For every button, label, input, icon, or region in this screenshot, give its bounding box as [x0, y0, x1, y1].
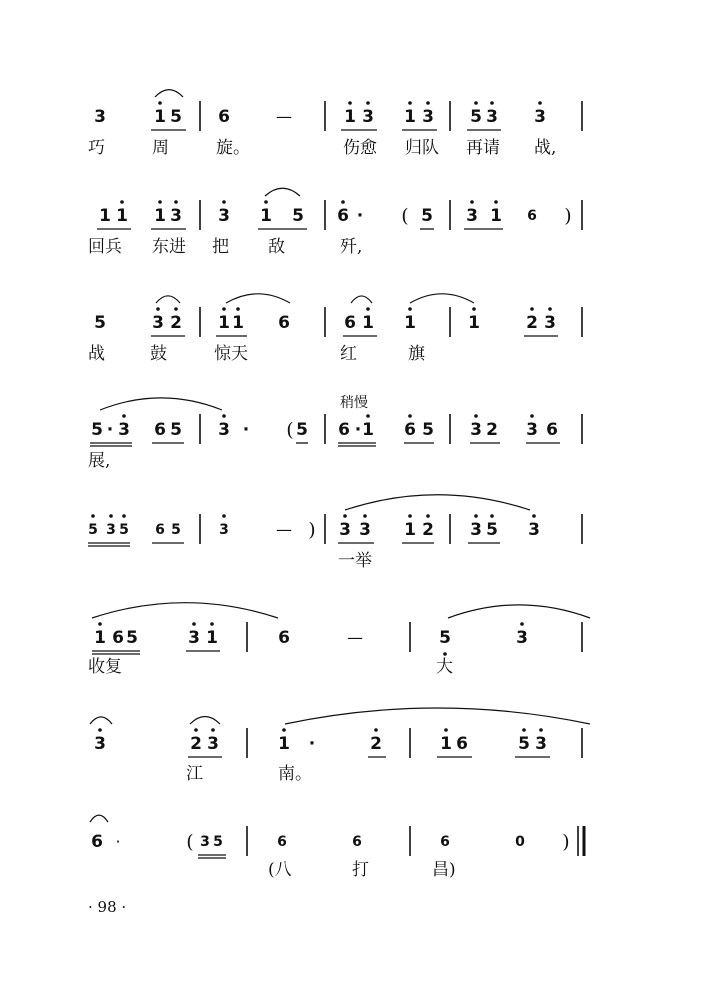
slur-arc	[285, 708, 590, 724]
slur-arc	[351, 296, 372, 303]
note: ·	[356, 206, 364, 226]
note: ·	[242, 420, 250, 440]
octave-dot	[490, 514, 494, 518]
octave-dot	[474, 414, 478, 418]
octave-dot	[366, 307, 370, 311]
slur-arc	[156, 296, 180, 303]
lyric: 伤愈	[343, 138, 377, 158]
note: 1	[404, 313, 416, 333]
octave-dot	[538, 101, 542, 105]
octave-dot	[222, 200, 226, 204]
note: 6	[91, 832, 103, 852]
note: 5	[94, 313, 106, 333]
note: 1	[362, 313, 374, 333]
note: 6	[112, 628, 124, 648]
note: 1	[278, 734, 290, 754]
note: 6	[456, 734, 468, 754]
octave-dot	[474, 101, 478, 105]
octave-dot	[158, 101, 162, 105]
octave-dot	[348, 101, 352, 105]
lyric: 收复	[88, 657, 122, 677]
note: 1	[154, 206, 166, 226]
octave-dot	[548, 307, 552, 311]
octave-dot	[156, 307, 160, 311]
octave-dot	[222, 514, 226, 518]
octave-dot	[98, 622, 102, 626]
octave-dot	[236, 307, 240, 311]
note: 6	[344, 313, 356, 333]
note: ·	[106, 420, 114, 440]
note: 5	[213, 834, 223, 850]
note: 3	[152, 313, 164, 333]
note: 6	[278, 313, 290, 333]
octave-dot	[426, 101, 430, 105]
note: 3	[200, 834, 210, 850]
lyric: 南。	[278, 764, 312, 784]
note: ·	[115, 832, 121, 851]
note: 3	[422, 107, 434, 127]
note: 2	[422, 520, 434, 540]
slur-arc	[155, 90, 183, 97]
note: 3	[516, 628, 528, 648]
octave-dot	[490, 101, 494, 105]
note: 3	[94, 734, 106, 754]
octave-dot	[374, 728, 378, 732]
slur-arc	[448, 605, 590, 618]
lyric: 再请	[466, 138, 500, 158]
note: 6	[155, 522, 165, 538]
octave-dot	[366, 414, 370, 418]
octave-dot	[539, 728, 543, 732]
slur-arc	[410, 294, 474, 303]
lyric: 歼,	[340, 237, 363, 257]
note: 1	[99, 206, 111, 226]
note: 6	[154, 420, 166, 440]
octave-dot	[211, 728, 215, 732]
note: 3	[526, 420, 538, 440]
octave-dot	[474, 514, 478, 518]
lyric: 展,	[88, 451, 111, 471]
note: 3	[359, 520, 371, 540]
lyric: 旋。	[216, 138, 250, 158]
note: 6	[440, 834, 450, 850]
sustain-dash: —	[276, 520, 292, 539]
lyric: 红	[340, 344, 357, 364]
note: 5	[292, 206, 304, 226]
lyric: 一举	[338, 551, 372, 571]
note: 5	[422, 420, 434, 440]
sustain-dash: —	[276, 107, 292, 126]
note: ·	[354, 420, 362, 440]
note: 2	[170, 313, 182, 333]
octave-dot	[530, 414, 534, 418]
note: 6	[278, 628, 290, 648]
note: 5	[170, 107, 182, 127]
slur-arc	[92, 603, 278, 618]
octave-dot	[366, 101, 370, 105]
note: 3	[470, 420, 482, 440]
note: 5	[88, 522, 98, 538]
lyric: 巧	[88, 138, 105, 158]
octave-dot	[494, 200, 498, 204]
octave-dot	[194, 728, 198, 732]
note: 5	[171, 522, 181, 538]
note: 3	[207, 734, 219, 754]
lyric: 东进	[152, 237, 186, 257]
note: 2	[526, 313, 538, 333]
note: 1	[468, 313, 480, 333]
note: 6	[337, 206, 349, 226]
lyric: 归队	[405, 138, 439, 158]
octave-dot	[98, 728, 102, 732]
octave-dot	[120, 200, 124, 204]
lyric: 战	[88, 344, 105, 364]
octave-dot	[264, 200, 268, 204]
octave-dot	[158, 200, 162, 204]
octave-dot	[91, 514, 95, 518]
note: 5	[119, 522, 129, 538]
page-number: · 98 ·	[88, 898, 127, 916]
note: 1	[440, 734, 452, 754]
note: 5	[126, 628, 138, 648]
bracket-mark: )	[564, 205, 572, 227]
note: 3	[170, 206, 182, 226]
octave-dot	[520, 622, 524, 626]
note: 1	[232, 313, 244, 333]
slur-arc	[90, 717, 112, 724]
note: 5	[470, 107, 482, 127]
lyric: 江	[186, 764, 203, 784]
lyric: 旗	[408, 344, 425, 364]
bracket-mark: (	[186, 831, 194, 853]
note: 3	[118, 420, 130, 440]
note: 3	[188, 628, 200, 648]
note: 6	[527, 208, 537, 224]
note: 3	[339, 520, 351, 540]
lyric: 打	[352, 860, 369, 880]
note: 3	[534, 107, 546, 127]
octave-dot	[408, 514, 412, 518]
octave-dot	[522, 728, 526, 732]
note: 3	[528, 520, 540, 540]
octave-dot	[470, 200, 474, 204]
octave-dot	[363, 514, 367, 518]
lyric: 周	[152, 138, 169, 158]
note: 6	[404, 420, 416, 440]
lyric: 昌)	[432, 860, 456, 880]
slur-arc	[265, 188, 300, 196]
octave-dot	[109, 514, 113, 518]
octave-dot	[408, 414, 412, 418]
note: 5	[296, 420, 308, 440]
note: ·	[308, 734, 316, 754]
lyric: (八	[268, 860, 292, 880]
tempo-direction: 稍慢	[340, 395, 368, 411]
lyric: 鼓	[150, 344, 167, 364]
note: 6	[338, 420, 350, 440]
note: 2	[486, 420, 498, 440]
note: 1	[94, 628, 106, 648]
lyric: 战,	[534, 138, 557, 158]
note: 2	[190, 734, 202, 754]
note: 5	[518, 734, 530, 754]
note: 3	[106, 522, 116, 538]
octave-dot	[210, 622, 214, 626]
lyric: 大	[436, 657, 453, 677]
note: 3	[218, 420, 230, 440]
octave-dot	[282, 728, 286, 732]
bracket-mark: (	[286, 419, 294, 441]
note: 1	[404, 520, 416, 540]
note: 5	[421, 206, 433, 226]
note: 1	[344, 107, 356, 127]
note: 0	[515, 834, 525, 850]
note: 5	[486, 520, 498, 540]
note: 1	[490, 206, 502, 226]
slur-arc	[190, 717, 220, 725]
octave-dot	[122, 414, 126, 418]
slur-arc	[345, 495, 530, 510]
note: 3	[362, 107, 374, 127]
note: 1	[116, 206, 128, 226]
octave-dot	[174, 200, 178, 204]
note: 3	[466, 206, 478, 226]
octave-dot	[532, 514, 536, 518]
note: 5	[91, 420, 103, 440]
lyric: 惊天	[214, 344, 248, 364]
octave-dot	[192, 622, 196, 626]
note: 1	[404, 107, 416, 127]
bracket-mark: )	[562, 831, 570, 853]
note: 3	[470, 520, 482, 540]
note: 6	[218, 107, 230, 127]
note: 5	[170, 420, 182, 440]
octave-dot	[122, 514, 126, 518]
sustain-dash: —	[347, 628, 363, 647]
note: 1	[154, 107, 166, 127]
note: 3	[486, 107, 498, 127]
note: 3	[219, 522, 229, 538]
note: 5	[439, 628, 451, 648]
octave-dot	[426, 514, 430, 518]
note: 3	[544, 313, 556, 333]
lyric: 敌	[268, 237, 285, 257]
note: 3	[94, 107, 106, 127]
octave-dot	[444, 728, 448, 732]
octave-dot	[341, 200, 345, 204]
octave-dot-low	[443, 652, 447, 656]
note: 3	[535, 734, 547, 754]
lyric: 回兵	[88, 237, 122, 257]
note: 1	[260, 206, 272, 226]
slur-arc	[90, 815, 108, 822]
note: 6	[546, 420, 558, 440]
octave-dot	[408, 101, 412, 105]
octave-dot	[222, 307, 226, 311]
note: 6	[352, 834, 362, 850]
slur-arc	[226, 294, 290, 303]
bracket-mark: (	[401, 205, 409, 227]
note: 3	[218, 206, 230, 226]
note: 2	[370, 734, 382, 754]
octave-dot	[408, 307, 412, 311]
slur-arc	[100, 398, 222, 410]
octave-dot	[174, 307, 178, 311]
note: 1	[218, 313, 230, 333]
note: 1	[206, 628, 218, 648]
lyric: 把	[212, 237, 229, 257]
octave-dot	[530, 307, 534, 311]
octave-dot	[343, 514, 347, 518]
bracket-mark: )	[308, 519, 316, 541]
note: 6	[277, 834, 287, 850]
octave-dot	[472, 307, 476, 311]
note: 1	[362, 420, 374, 440]
octave-dot	[222, 414, 226, 418]
